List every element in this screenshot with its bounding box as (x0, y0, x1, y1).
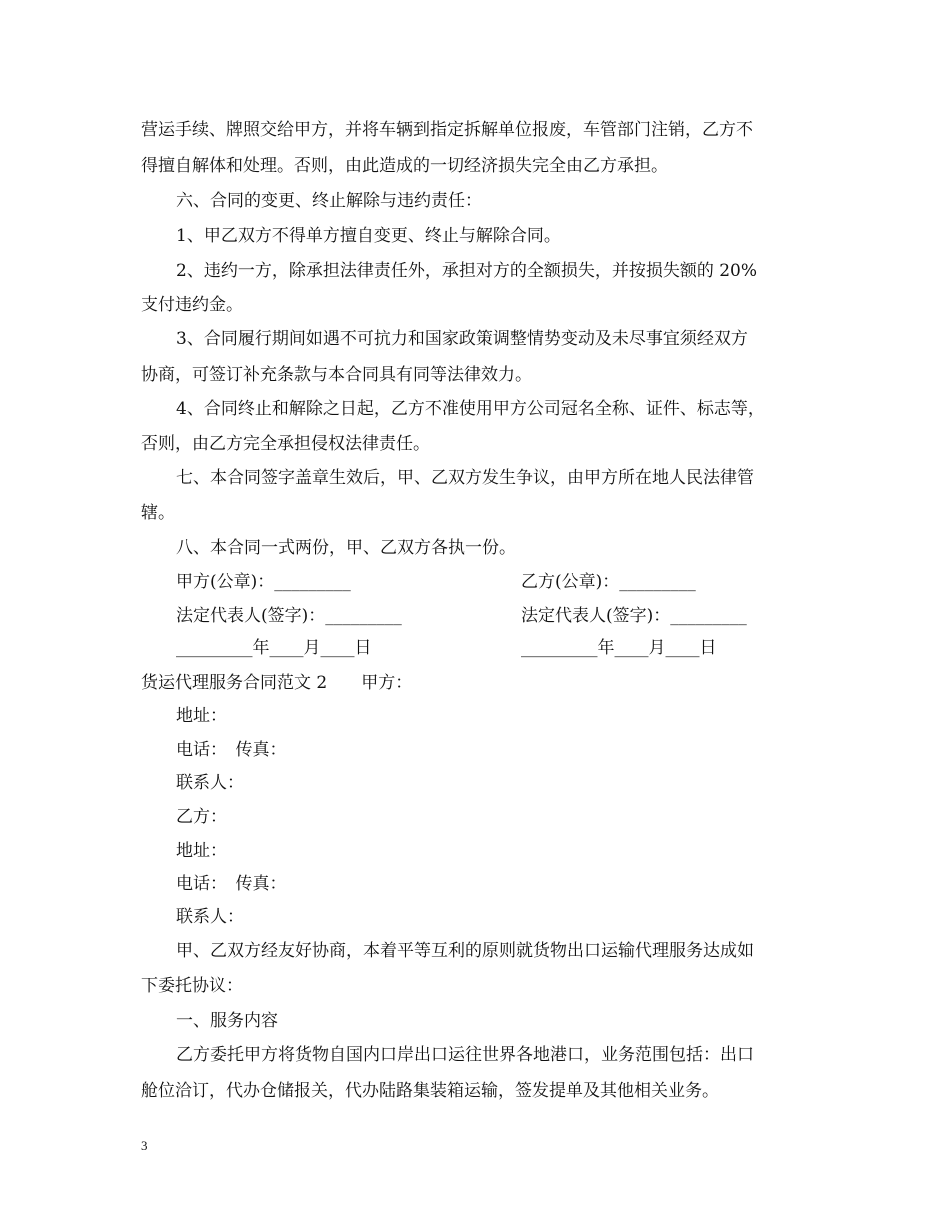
paragraph-line: 营运手续、牌照交给甲方，并将车辆到指定拆解单位报废，车管部门注销，乙方不 (141, 120, 753, 140)
party-a-phone-fax: 电话： 传真： (176, 740, 287, 760)
paragraph-line: 得擅自解体和处理。否则，由此造成的一切经济损失完全由乙方承担。 (141, 156, 668, 176)
party-a-date: _________年____月____日 (176, 638, 372, 658)
service-content-line: 舱位洽订，代办仓储报关，代办陆路集装箱运输，签发提单及其他相关业务。 (141, 1081, 719, 1101)
party-b-address: 地址： (176, 841, 227, 861)
clause-item: 3、合同履行期间如遇不可抗力和国家政策调整情势变动及未尽事宜须经双方 (176, 329, 748, 349)
clause-heading-8: 八、本合同一式两份，甲、乙双方各执一份。 (176, 538, 516, 558)
paragraph-line: 辖。 (141, 503, 175, 523)
clause-heading-6: 六、合同的变更、终止解除与违约责任： (176, 191, 482, 211)
paragraph-line: 否则，由乙方完全承担侵权法律责任。 (141, 434, 430, 454)
party-b-contact: 联系人： (176, 907, 244, 927)
contract2-title: 货运代理服务合同范文 2 甲方： (141, 673, 413, 693)
clause-item: 1、甲乙双方不得单方擅自变更、终止与解除合同。 (176, 226, 561, 246)
page-number: 3 (141, 1138, 148, 1153)
party-b-seal: 乙方(公章)：_________ (521, 572, 696, 592)
intro-line: 甲、乙双方经友好协商，本着平等互利的原则就货物出口运输代理服务达成如 (176, 941, 754, 961)
party-a-address: 地址： (176, 706, 227, 726)
intro-line: 下委托协议： (141, 976, 243, 996)
party-b-label: 乙方： (176, 807, 227, 827)
party-a-contact: 联系人： (176, 773, 244, 793)
service-content-line: 乙方委托甲方将货物自国内口岸出口运往世界各地港口，业务范围包括：出口 (176, 1045, 754, 1065)
clause-item: 4、合同终止和解除之日起，乙方不准使用甲方公司冠名全称、证件、标志等， (176, 399, 765, 419)
party-b-date: _________年____月____日 (521, 638, 717, 658)
paragraph-line: 支付违约金。 (141, 295, 243, 315)
party-b-representative: 法定代表人(签字)：_________ (521, 606, 747, 626)
party-a-seal: 甲方(公章)：_________ (176, 572, 351, 592)
party-b-phone-fax: 电话： 传真： (176, 874, 287, 894)
clause-heading-7: 七、本合同签字盖章生效后，甲、乙双方发生争议，由甲方所在地人民法律管 (176, 468, 754, 488)
paragraph-line: 协商，可签订补充条款与本合同具有同等法律效力。 (141, 365, 532, 385)
section-heading-1: 一、服务内容 (176, 1011, 278, 1031)
clause-item: 2、违约一方，除承担法律责任外，承担对方的全额损失，并按损失额的 20% (176, 261, 758, 281)
party-a-representative: 法定代表人(签字)：_________ (176, 606, 402, 626)
